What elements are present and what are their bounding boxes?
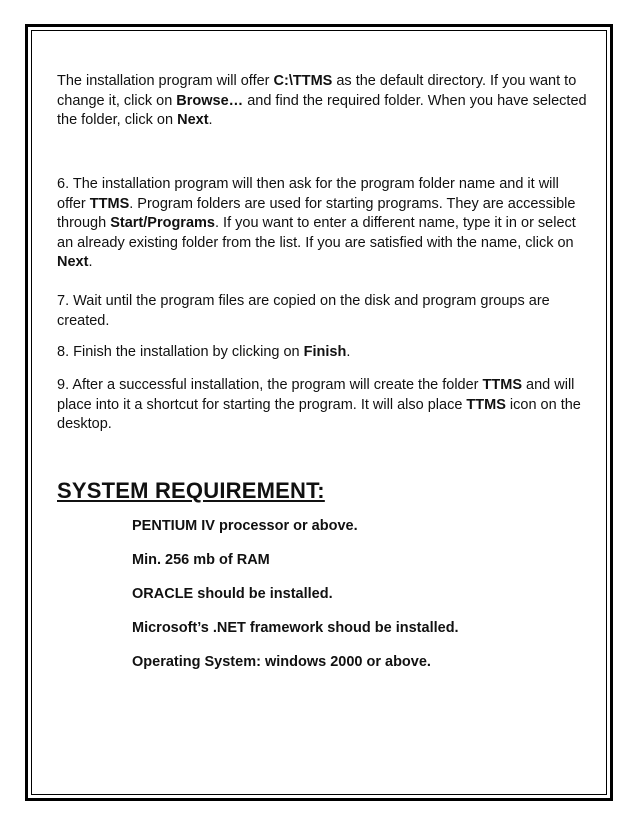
step-7-paragraph <box>57 292 587 331</box>
bold-text: Next <box>57 254 89 270</box>
text: . <box>88 254 93 270</box>
section-heading: SYSTEM REQUIREMENT: <box>57 478 325 503</box>
text: . Program folders are used for starting programs. They are accessible through <box>57 195 576 231</box>
step-8-paragraph <box>57 343 587 363</box>
bold-text: Start/Programs <box>110 215 215 231</box>
text: as the default directory. If you want to change it, click on <box>57 73 577 109</box>
text: 9. After a successful installation, the program will create the folder <box>57 377 483 393</box>
text: . <box>346 344 351 360</box>
requirement-item: Microsoft’s .NET framework shoud be installed. <box>132 620 459 636</box>
requirement-item: ORACLE should be installed. <box>132 586 333 602</box>
text: . <box>208 112 213 128</box>
bold-text: TTMS <box>482 377 523 393</box>
text: and find the required folder. When you have selected the folder, click on <box>57 92 587 128</box>
bold-text: TTMS <box>89 195 130 212</box>
text: 7. Wait until the program files are copied on the disk and program groups are created. <box>57 293 550 329</box>
requirement-item: Min. 256 mb of RAM <box>132 552 270 568</box>
text: icon on the desktop. <box>57 396 581 432</box>
step-9-paragraph <box>57 376 587 435</box>
text: and will place into it a shortcut for starting the program. It will also place <box>57 377 575 413</box>
directory-paragraph <box>57 72 587 131</box>
bold-text: TTMS <box>466 396 506 413</box>
step-6-paragraph <box>57 175 587 273</box>
requirement-item: Operating System: windows 2000 or above. <box>132 654 431 670</box>
text: The installation program will offer <box>57 73 274 89</box>
bold-text: Browse… <box>176 92 244 109</box>
text: . If you want to enter a different name, type it in or select an already existing folder from the list. If you are satisfied with the name, click on <box>57 215 576 251</box>
text: 8. Finish the installation by clicking on <box>57 344 304 360</box>
text: 6. The installation program will then ask for the program folder name and it will offer <box>57 176 559 212</box>
bold-text: C:\TTMS <box>273 73 333 89</box>
bold-text: Finish <box>303 344 347 360</box>
bold-text: Next <box>177 112 209 128</box>
requirement-item: PENTIUM IV processor or above. <box>132 518 358 534</box>
